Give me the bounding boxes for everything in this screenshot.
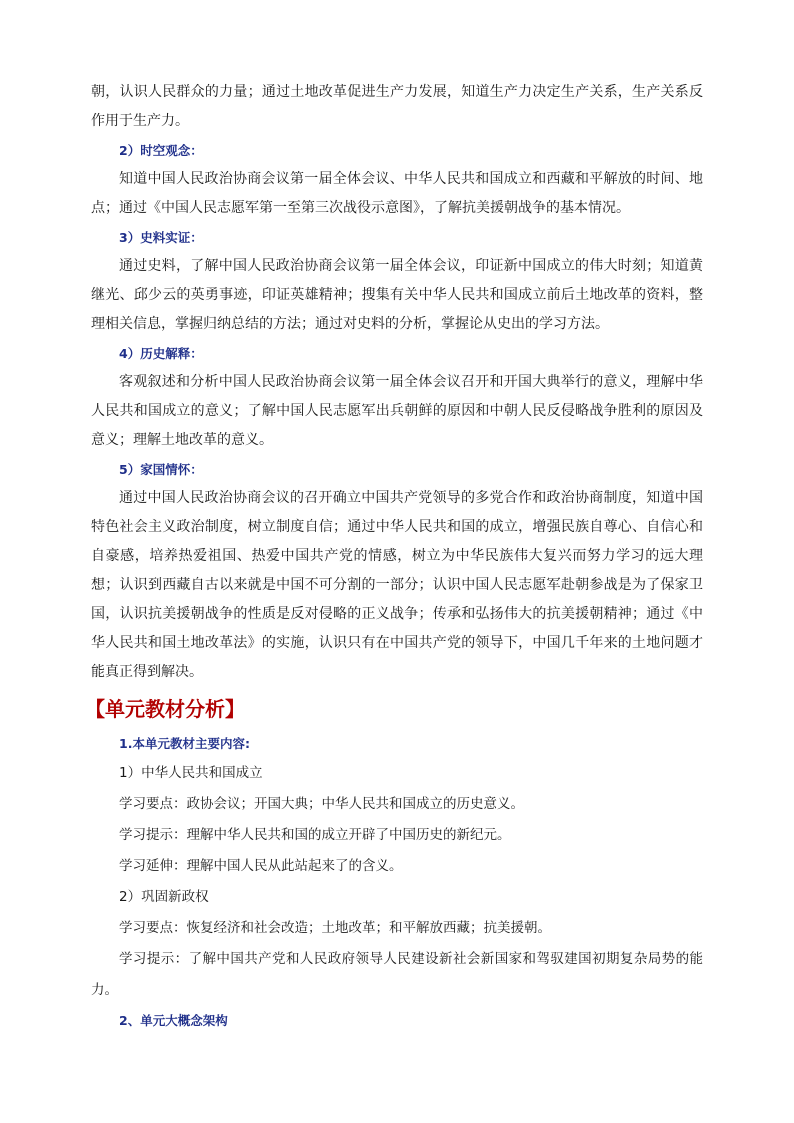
section-heading-spatiotemporal: 2）时空观念： <box>119 143 203 158</box>
framework-heading: 2、单元大概念架构 <box>119 1013 228 1028</box>
section-body-spatiotemporal: 知道中国人民政治协商会议第一届全体会议、中华人民共和国成立和西藏和平解放的时间、地点；通过《中国人民志愿军第一至第三次战役示意图》，了解抗美援朝战争的基本情况。 <box>91 171 703 216</box>
lesson2-name: 2）巩固新政权 <box>119 889 209 905</box>
lesson2-tips: 学习提示：了解中国共产党和人民政府领导人民建设新社会新国家和驾驭建国初期复杂局势的能力。 <box>91 951 703 998</box>
lesson2-points: 学习要点：恢复经济和社会改造；土地改革；和平解放西藏；抗美援朝。 <box>119 920 551 936</box>
section-heading-patriotism: 5）家国情怀： <box>119 462 203 477</box>
lesson1-extension: 学习延伸：理解中国人民从此站起来了的含义。 <box>119 858 403 874</box>
document-body <box>85 78 703 1035</box>
unit-analysis-title: 【单元教材分析】 <box>85 697 245 721</box>
section-body-patriotism: 通过中国人民政治协商会议的召开确立中国共产党领导的多党合作和政治协商制度，知道中国特色社会主义政治制度，树立制度自信；通过中华人民共和国的成立，增强民族自尊心、自信心和自豪感，培养热爱祖国、热爱中国共产党的情感，树立为中华民族伟大复兴而努力学习的远大理想；认识到西藏自古以来就是中国不可分割的一部分；认识中国人民志愿军赴朝参战是为了保家卫国，认识抗美援朝战争的性质是反对侵略的正义战争；传承和弘扬伟大的抗美援朝精神；通过《中华人民共和国土地改革法》的实施，认识只有在中国共产党的领导下，中国几千年来的土地问题才能真正得到解决。 <box>91 490 703 680</box>
lesson1-name: 1）中华人民共和国成立 <box>119 765 263 781</box>
intro-paragraph: 朝，认识人民群众的力量；通过土地改革促进生产力发展，知道生产力决定生产关系，生产关系反作用于生产力。 <box>91 84 703 129</box>
lesson1-tips: 学习提示：理解中华人民共和国的成立开辟了中国历史的新纪元。 <box>119 827 511 843</box>
main-content-heading: 1.本单元教材主要内容: <box>119 736 250 751</box>
section-body-evidence: 通过史料，了解中国人民政治协商会议第一届全体会议，印证新中国成立的伟大时刻；知道黄继光、邱少云的英勇事迹，印证英雄精神；搜集有关中华人民共和国成立前后土地改革的资料，整理相关信息，掌握归纳总结的方法；通过对史料的分析，掌握论从史出的学习方法。 <box>91 258 703 332</box>
section-heading-evidence: 3）史料实证： <box>119 230 203 245</box>
section-body-interpretation: 客观叙述和分析中国人民政治协商会议第一届全体会议召开和开国大典举行的意义，理解中华人民共和国成立的意义；了解中国人民志愿军出兵朝鲜的原因和中朝人民反侵略战争胜利的原因及意义；理解土地改革的意义。 <box>91 374 703 448</box>
section-heading-interpretation: 4）历史解释： <box>119 346 203 361</box>
lesson1-points: 学习要点：政协会议；开国大典；中华人民共和国成立的历史意义。 <box>119 796 524 812</box>
